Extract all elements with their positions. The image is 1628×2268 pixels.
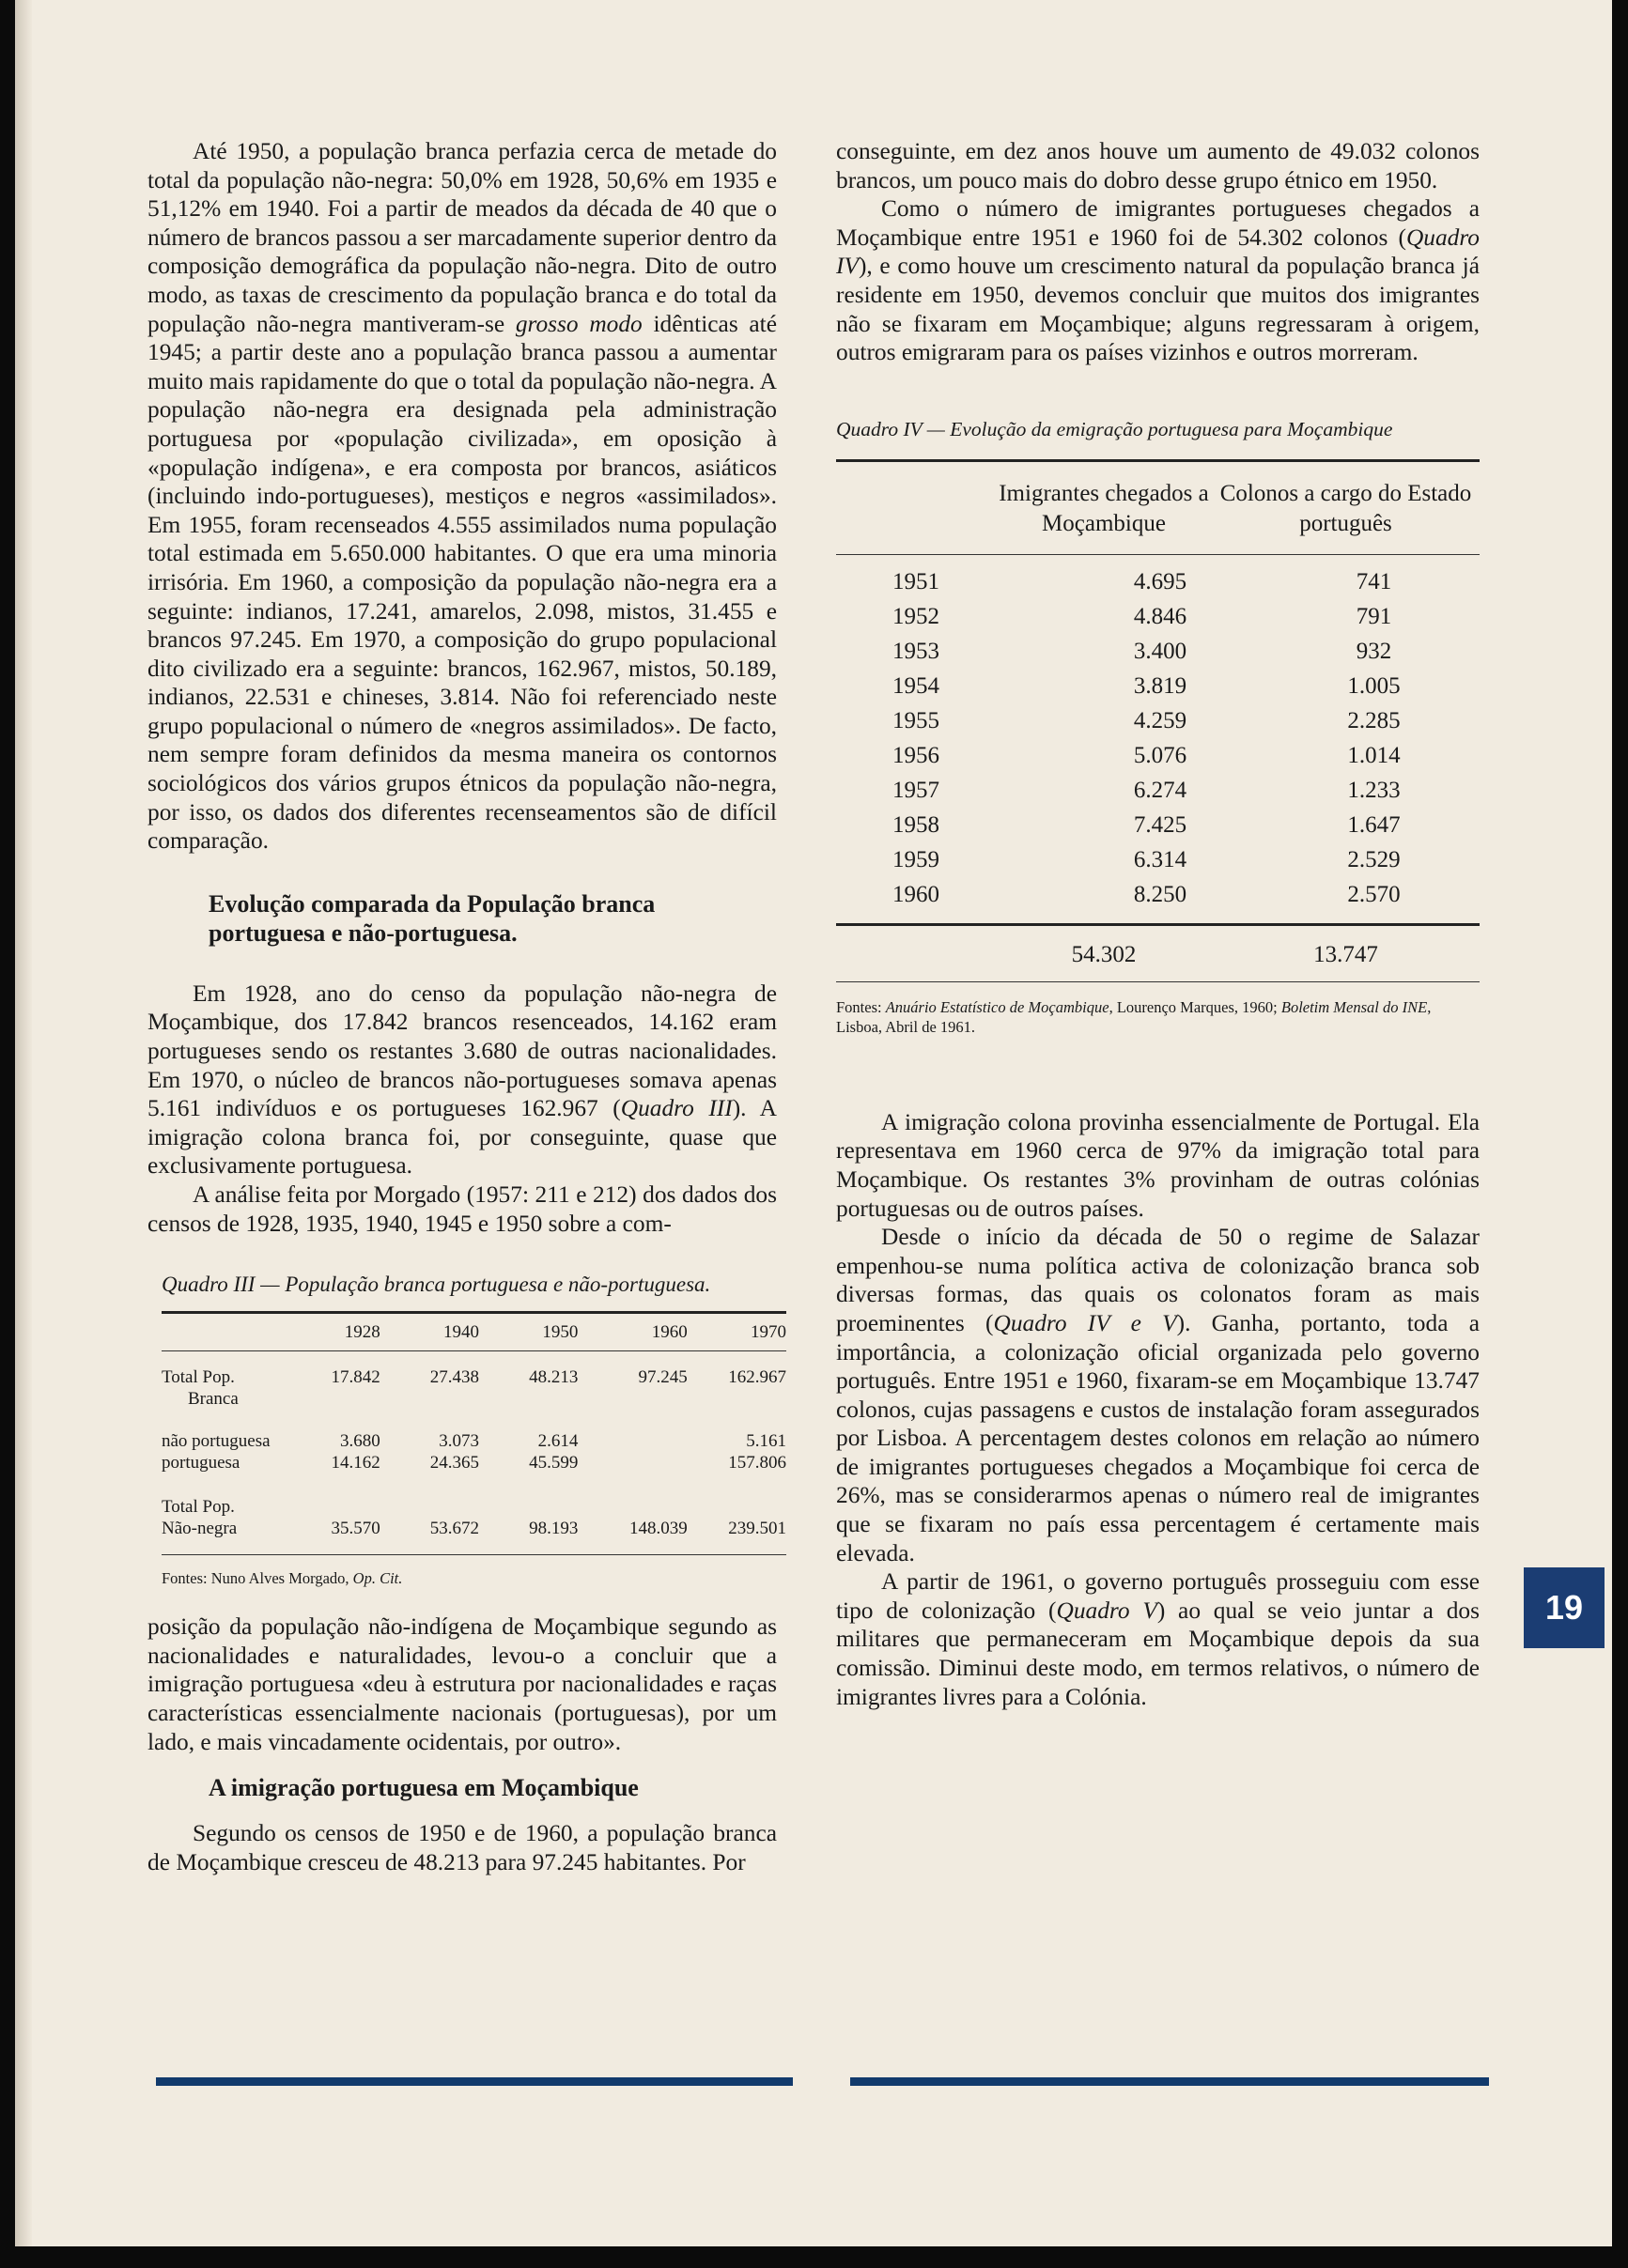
table-row bbox=[836, 599, 1480, 634]
table-header-cell: 1950 bbox=[542, 1322, 579, 1343]
table-cell: 8.250 bbox=[1133, 881, 1187, 907]
table-rule bbox=[836, 981, 1480, 982]
table-source: Fontes: Nuno Alves Morgado, Op. Cit. bbox=[162, 1569, 403, 1588]
table-cell: 3.400 bbox=[1133, 638, 1187, 664]
table-cell: 1956 bbox=[892, 742, 939, 768]
table-cell: 7.425 bbox=[1133, 811, 1187, 838]
page-number-badge: 19 bbox=[1524, 1567, 1605, 1648]
footer-bar-right bbox=[850, 2077, 1489, 2086]
table-cell: 791 bbox=[1356, 603, 1392, 629]
table-row bbox=[836, 842, 1480, 877]
paragraph: Segundo os censos de 1950 e de 1960, a população branca de Moçambique cresceu de 48.213 para 97.245 habitantes. Por bbox=[147, 1820, 777, 1875]
table-cell: 1957 bbox=[892, 777, 939, 803]
table-rule bbox=[162, 1554, 786, 1555]
left-column bbox=[147, 137, 786, 1876]
section-heading: Evolução comparada da População branca portuguesa e não-portuguesa. bbox=[209, 889, 656, 947]
table-cell: 1.014 bbox=[1347, 742, 1401, 768]
paragraph: posição da população não-indígena de Moçambique segundo as nacionalidades e naturalidades, levou-o a concluir que a imigração portuguesa «deu à estrutura por nacionalidades e raças características essencialmente nacionais (portuguesas), por um lado, e mais vincadamente ocidentais, por outro». bbox=[147, 1613, 777, 1755]
table-header-cell: 1970 bbox=[751, 1322, 786, 1343]
paragraph: A imigração colona provinha essencialmente de Portugal. Ela representava em 1960 cerca de 97% da imigração total para Moçambique. Os restantes 3% provinham de outras colónias portuguesas ou de outros países. bbox=[836, 1108, 1480, 1222]
table-cell: 1958 bbox=[892, 811, 939, 838]
paragraph: Como o número de imigrantes portugueses chegados a Moçambique entre 1951 e 1960 foi de 54.302 colonos (Quadro IV), e como houve um crescimento natural da população branca já residente em 1950, devemos concluir que muitos dos imigrantes não se fixaram em Moçambique; alguns regressaram à origem, outros emigraram para os países vizinhos e outros morreram. bbox=[836, 195, 1480, 366]
quadro-iv-total bbox=[836, 937, 1480, 972]
paragraph: conseguinte, em dez anos houve um aumento de 49.032 colonos brancos, um pouco mais do dobro desse grupo étnico em 1950. bbox=[836, 138, 1480, 193]
table-cell: 2.285 bbox=[1347, 707, 1401, 733]
quadro-iv bbox=[836, 416, 1480, 1037]
table-header-row bbox=[162, 1321, 786, 1343]
quadro-iii bbox=[147, 1272, 786, 1588]
table-row bbox=[836, 634, 1480, 669]
paragraph: Em 1928, ano do censo da população não-negra de Moçambique, dos 17.842 brancos resenceados, 14.162 eram portugueses sendo os restantes 3.680 de outras nacionalidades. Em 1970, o núcleo de brancos não-portugueses somava apenas 5.161 indivíduos e os portugueses 162.967 (Quadro III). A imigração colona branca foi, por conseguinte, quase que exclusivamente portuguesa. bbox=[147, 980, 777, 1180]
section-heading: A imigração portuguesa em Moçambique bbox=[209, 1774, 639, 1802]
paragraph: A partir de 1961, o governo português prosseguiu com esse tipo de colonização (Quadro V) ao qual se veio juntar a dos militares que permaneceram em Moçambique depois da sua comissão. Diminui deste modo, em termos relativos, o número de imigrantes livres para a Colónia. bbox=[836, 1568, 1480, 1710]
table-rule bbox=[836, 554, 1480, 555]
table-cell: 1.647 bbox=[1347, 811, 1401, 838]
table-cell: 1.005 bbox=[1347, 672, 1401, 699]
table-header-cell: 1960 bbox=[651, 1322, 688, 1343]
table-caption: Quadro IV — Evolução da emigração portuguesa para Moçambique bbox=[836, 417, 1393, 440]
quadro-iii-body bbox=[162, 1366, 786, 1539]
table-rule bbox=[836, 923, 1480, 926]
table-cell: 1959 bbox=[892, 846, 939, 872]
table-rule bbox=[162, 1311, 786, 1314]
table-row bbox=[836, 564, 1480, 599]
table-cell: 1952 bbox=[892, 603, 939, 629]
table-row bbox=[836, 773, 1480, 808]
table-row: não portuguesa 3.680 3.073 2.614 5.161 bbox=[162, 1431, 786, 1452]
page bbox=[15, 0, 1612, 2246]
footer-bar-left bbox=[156, 2077, 793, 2086]
table-caption: Quadro III — População branca portuguesa e não-portuguesa. bbox=[162, 1273, 711, 1297]
table-row bbox=[836, 877, 1480, 912]
page-fold-shadow bbox=[15, 0, 32, 2246]
table-header-cell: 1928 bbox=[344, 1322, 380, 1343]
table-rule bbox=[162, 1350, 786, 1351]
table-cell: 1.233 bbox=[1347, 777, 1401, 803]
table-cell: 4.259 bbox=[1133, 707, 1187, 733]
quadro-iv-header bbox=[836, 470, 1480, 550]
table-cell: 3.819 bbox=[1133, 672, 1187, 699]
paragraph: Até 1950, a população branca perfazia cerca de metade do total da população não-negra: 50,0% em 1928, 50,6% em 1935 e 51,12% em 1940. Foi a partir de meados da década de 40 que o número de brancos passou a ser marcadamente superior dentro da composição demográfica da população não-negra. Dito de outro modo, as taxas de crescimento da população branca e do total da população não-negra mantiveram-se grosso modo idênticas até 1945; a partir deste ano a população branca passou a aumentar muito mais rapidamente do que o total da população não-negra. A população não-negra era designada pela administração portuguesa por «população civilizada», em oposição à «população indígena», e era composta por brancos, asiáticos (incluindo indo-portugueses), mestiços e negros «assimilados». Em 1955, foram recenseados 4.555 assimilados numa população total estimada em 5.650.000 habitantes. O que era uma minoria irrisória. Em 1960, a composição da população não-negra era a seguinte: indianos, 17.241, amarelos, 2.098, mistos, 31.455 e brancos 97.245. Em 1970, a composição do grupo populacional dito civilizado era a seguinte: brancos, 162.967, mistos, 50.189, indianos, 22.531 e chineses, 3.814. Não foi referenciado neste grupo populacional o número de «negros assimilados». De facto, nem sempre foram definidos da mesma maneira os contornos sociológicos dos vários grupos étnicos da população não-negra, por isso, os dados dos diferentes recenseamentos são de difícil comparação. bbox=[147, 138, 777, 855]
quadro-iv-table bbox=[836, 564, 1480, 912]
right-column bbox=[836, 137, 1480, 1711]
paragraph: Desde o início da década de 50 o regime de Salazar empenhou-se numa política activa de colonização branca sob diversas formas, das quais os colonatos foram as mais proeminentes (Quadro IV e V). Ganha, portanto, toda a importância, a colonização oficial organizada pelo governo português. Entre 1951 e 1960, fixaram-se em Moçambique 13.747 colonos, cujas passagens e custos de instalação foram assegurados por Lisboa. A percentagem destes colonos em relação ao número de imigrantes portugueses chegados a Moçambique foi cerca de 26%, mas se considerarmos apenas o número real de imigrantes que se fixaram no país essa percentagem é certamente mais elevada. bbox=[836, 1224, 1480, 1566]
table-row: portuguesa 14.162 24.365 45.599 157.806 bbox=[162, 1453, 786, 1473]
table-header-cell: Imigrantes chegados a Moçambique bbox=[999, 480, 1209, 536]
table-cell: 2.529 bbox=[1347, 846, 1401, 872]
table-cell: 1951 bbox=[892, 568, 939, 594]
table-total-row: 54.302 13.747 bbox=[1071, 941, 1378, 967]
table-cell: 741 bbox=[1356, 568, 1392, 594]
table-row: Total Pop. Branca 17.842 27.438 48.213 97.245 162.967 bbox=[162, 1367, 786, 1410]
table-cell: 5.076 bbox=[1133, 742, 1187, 768]
table-cell: 1953 bbox=[892, 638, 939, 664]
table-cell: 1955 bbox=[892, 707, 939, 733]
table-header-cell: 1940 bbox=[443, 1322, 480, 1343]
table-row bbox=[836, 808, 1480, 842]
table-cell: 1954 bbox=[892, 672, 939, 699]
table-cell: 4.695 bbox=[1133, 568, 1187, 594]
table-cell: 2.570 bbox=[1347, 881, 1401, 907]
table-cell: 4.846 bbox=[1133, 603, 1187, 629]
table-cell: 932 bbox=[1356, 638, 1392, 664]
table-header-cell: Colonos a cargo do Estado português bbox=[1219, 480, 1472, 536]
paragraph: A análise feita por Morgado (1957: 211 e 212) dos dados dos censos de 1928, 1935, 1940, 1945 e 1950 sobre a com- bbox=[147, 1181, 777, 1237]
table-source: Fontes: Anuário Estatístico de Moçambique, Lourenço Marques, 1960; Boletim Mensal do INE, Lisboa, Abril de 1961. bbox=[836, 997, 1432, 1036]
table-row bbox=[836, 738, 1480, 773]
table-row bbox=[836, 703, 1480, 738]
table-cell: 6.274 bbox=[1133, 777, 1187, 803]
table-rule bbox=[836, 459, 1480, 462]
table-row: Total Pop. Não-negra 35.570 53.672 98.193 148.039 239.501 bbox=[162, 1497, 786, 1539]
table-cell: 6.314 bbox=[1133, 846, 1187, 872]
quadro-iii-table bbox=[162, 1321, 786, 1343]
table-cell: 1960 bbox=[892, 881, 939, 907]
table-row bbox=[836, 669, 1480, 703]
